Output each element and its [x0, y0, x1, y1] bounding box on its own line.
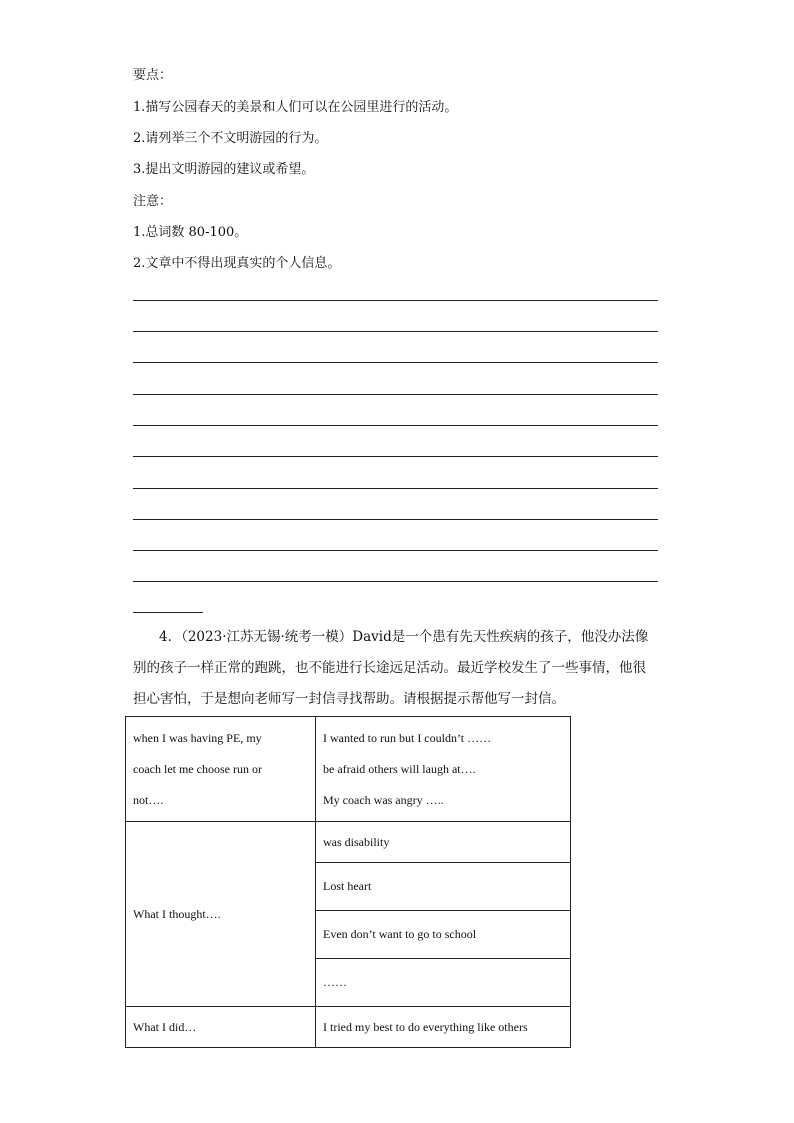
- table-cell: [316, 717, 571, 822]
- table-cell: I tried my best to do everything like others: [316, 1007, 571, 1048]
- table-cell: was disability: [316, 822, 571, 863]
- writing-line: [133, 331, 658, 332]
- table-row: [126, 1007, 571, 1048]
- writing-line: [133, 550, 658, 551]
- writing-line: [133, 425, 658, 426]
- points-heading: 要点：: [133, 68, 173, 83]
- table-cell: Lost heart: [316, 863, 571, 911]
- point-item-3: 3.提出文明游园的建议或希望。: [133, 162, 315, 177]
- table-cell: [126, 717, 316, 822]
- writing-line: [133, 488, 658, 489]
- point-item-1: 1.描写公园春天的美景和人们可以在公园里进行的活动。: [133, 100, 458, 115]
- writing-line: [133, 581, 658, 582]
- note-item-1: 1.总词数 80-100。: [133, 225, 248, 240]
- point-item-2: 2.请列举三个不文明游园的行为。: [133, 131, 328, 146]
- question-4-prompt: 4．（2023·江苏无锡·统考一模）David是一个患有先天性疾病的孩子，他没办法像别的孩子一样正常的跑跳，也不能进行长途远足活动。最近学校发生了一些事情，他很担心害怕，于是想向老师写一封信寻找帮助。请根据提示帮他写一封信。: [133, 629, 649, 707]
- table-cell: What I thought….: [126, 822, 316, 1007]
- hint-table: [125, 716, 571, 1048]
- writing-line: [133, 394, 658, 395]
- writing-line: [133, 456, 658, 457]
- writing-line: [133, 362, 658, 363]
- cell-text: I wanted to run but I couldn’t ……: [323, 730, 492, 745]
- cell-text: be afraid others will laugh at….: [323, 761, 476, 776]
- writing-line: [133, 300, 658, 301]
- note-item-2: 2.文章中不得出现真实的个人信息。: [133, 256, 341, 271]
- cell-text: when I was having PE, my: [133, 730, 262, 745]
- table-cell: Even don’t want to go to school: [316, 911, 571, 959]
- notes-heading: 注意：: [133, 194, 173, 209]
- writing-line: [133, 519, 658, 520]
- table-cell: What I did…: [126, 1007, 316, 1048]
- table-row: [126, 822, 571, 863]
- writing-line-end: [133, 612, 203, 613]
- cell-text: coach let me choose run or: [133, 761, 262, 776]
- table-cell: ……: [316, 959, 571, 1007]
- table-row: [126, 717, 571, 822]
- cell-text: My coach was angry …..: [323, 792, 444, 807]
- cell-text: not….: [133, 792, 164, 807]
